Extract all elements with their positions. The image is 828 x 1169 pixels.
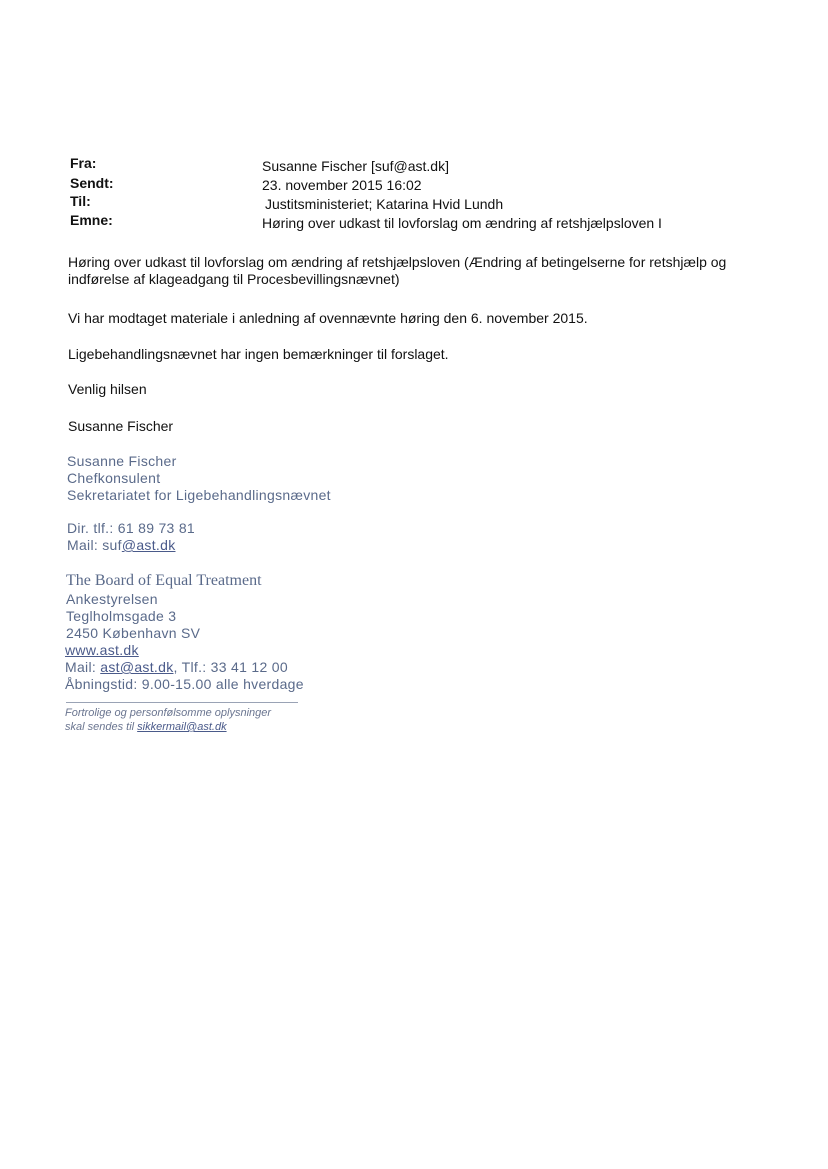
contact-mail-link[interactable]: ast@ast.dk xyxy=(100,659,174,675)
signature-department: Sekretariatet for Ligebehandlingsnævnet xyxy=(67,487,331,503)
organization-name: The Board of Equal Treatment xyxy=(66,572,262,589)
subject-value: Høring over udkast til lovforslag om ændring af retshjælpsloven I xyxy=(262,215,662,231)
contact-row xyxy=(65,659,288,676)
signature-phone: Dir. tlf.: 61 89 73 81 xyxy=(67,520,196,536)
sent-label: Sendt: xyxy=(70,175,114,191)
sender-name: Susanne Fischer xyxy=(68,418,174,434)
secure-mail-link[interactable]: sikkermail@ast.dk xyxy=(137,721,227,733)
sent-value: 23. november 2015 16:02 xyxy=(262,177,422,193)
body-paragraph-1-line-2: indførelse af klageadgang til Procesbevillingsnævnet) xyxy=(68,271,400,287)
footer-divider xyxy=(66,702,298,703)
organization-sub: Ankestyrelsen xyxy=(66,591,158,607)
signature-mail-label: Mail: suf xyxy=(67,537,122,553)
contact-mail-prefix: Mail: xyxy=(65,659,101,675)
website-link[interactable]: www.ast.dk xyxy=(65,642,139,658)
signature-mail xyxy=(67,537,176,554)
to-label: Til: xyxy=(70,193,91,209)
from-value: Susanne Fischer [suf@ast.dk] xyxy=(262,158,449,174)
body-paragraph-3: Ligebehandlingsnævnet har ingen bemærkninger til forslaget. xyxy=(68,346,449,362)
signature-name: Susanne Fischer xyxy=(67,453,177,469)
footer-notice-line-2 xyxy=(65,720,227,734)
body-paragraph-1-line-1: Høring over udkast til lovforslag om ændring af retshjælpsloven (Ændring af betingelserne for retshjælp og xyxy=(68,254,727,270)
from-label: Fra: xyxy=(70,155,97,171)
signature-mail-link[interactable]: @ast.dk xyxy=(121,537,176,553)
footer-notice-prefix: skal sendes til xyxy=(65,721,138,733)
footer-notice-line-1: Fortrolige og personfølsomme oplysninger xyxy=(65,707,272,719)
body-paragraph-2: Vi har modtaget materiale i anledning af ovennævnte høring den 6. november 2015. xyxy=(68,310,588,326)
subject-label: Emne: xyxy=(70,212,113,228)
closing-greeting: Venlig hilsen xyxy=(68,381,147,397)
address-street: Teglholmsgade 3 xyxy=(66,608,177,624)
contact-phone: , Tlf.: 33 41 12 00 xyxy=(173,659,288,675)
address-city: 2450 København SV xyxy=(66,625,201,641)
signature-title: Chefkonsulent xyxy=(67,470,161,486)
to-value: Justitsministeriet; Katarina Hvid Lundh xyxy=(265,196,504,212)
opening-hours: Åbningstid: 9.00-15.00 alle hverdage xyxy=(65,676,304,692)
website-link-row xyxy=(65,642,139,659)
